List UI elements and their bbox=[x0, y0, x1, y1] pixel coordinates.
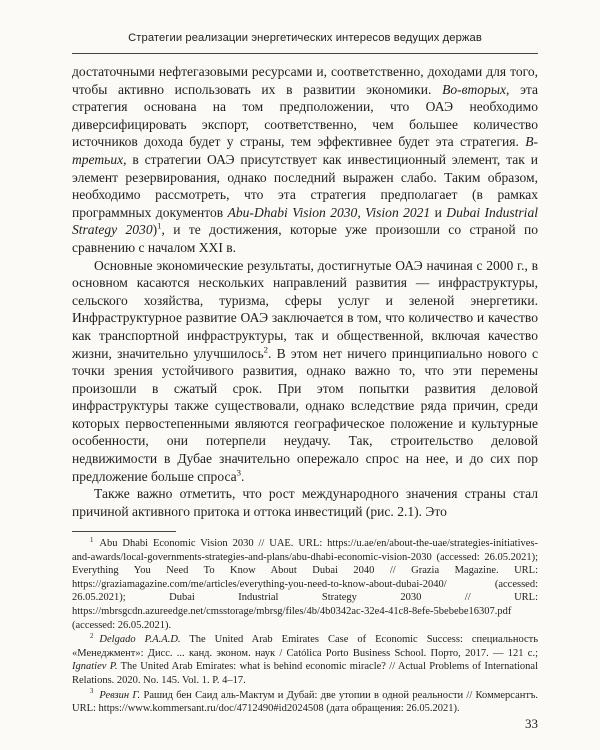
footnote-mark: 2 bbox=[90, 632, 94, 640]
text-run: Также важно отметить, что рост международного значения страны стал причиной активного притока и оттока инвестиций (рис. 2.1). Это bbox=[72, 486, 538, 519]
footnote-text: The United Arab Emirates: what is behind economic miracle? // Actual Problems of International Relations. 2020. No. 145. Vol. 1. P. 4–17. bbox=[72, 661, 539, 686]
italic-run: Abu-Dhabi Vision 2030, Vision 2021 bbox=[227, 204, 431, 220]
italic-run: В-третьих bbox=[72, 134, 538, 167]
footnote-text: The United Arab Emirates Case of Economic Success: специальность «Менеджмент»: Дисс. ... канд. эконом. наук / Católica Porto Business School. Порто, 2017. — 121 с.; bbox=[72, 634, 538, 659]
footnote-mark: 1 bbox=[90, 536, 94, 544]
footnote-author: Ignatiev P. bbox=[72, 661, 118, 673]
text-run: , и те достижения, которые уже произошли со страной по сравнению с началом XXI в. bbox=[72, 222, 538, 255]
footnote-1 bbox=[72, 537, 538, 632]
text-run: . bbox=[241, 468, 245, 484]
footnote-author: Delgado P.A.A.D. bbox=[99, 634, 181, 646]
text-run: Основные экономические результаты, достигнутые ОАЭ начиная с 2000 г., в основном касаются нескольких направлений развития — инфраструктуры, сельского хозяйства, туризма, сферы услуг и зеленой энергетики. Инфраструктурное развитие ОАЭ заключается в том, что количество и качество как транспортной инфраструктуры, так и общественной, включая качество жизни, значительно улучшилось bbox=[72, 257, 538, 361]
running-head: Стратегии реализации энергетических интересов ведущих держав bbox=[128, 32, 482, 44]
italic-run: Dubai Industrial Strategy 2030 bbox=[72, 204, 538, 238]
footnote-2 bbox=[72, 633, 538, 687]
footnote-text: Рашид бен Саид аль-Мактум и Дубай: две утопии в одной реальности // Коммерсантъ. URL: https://www.kommersant.ru/doc/4712490#id2024508 (дата обращения: 26.05.2021). bbox=[72, 689, 538, 715]
footnote-text: Abu Dhabi Economic Vision 2030 // UAE. URL: https://u.ae/en/about-the-uae/strategies-initiatives-and-awards/local-governments-strategies-and-plans/abu-dhabi-economic-vision-2030 (accessed: 26.05.2021); Everything You Need To Know About Dubai 2040 // Grazia Magazine. URL: https://graziamagazine.com/me/articles/everything-you-need-to-know-about-dubai-2040/ (accessed: 26.05.2021); Dubai Industrial Strategy 2030 // URL: https://mbrsgcdn.azureedge.net/cmsstorage/mbrsg/files/4b/4b0342ac-32e4-41c8-8efe-5bebebe16307.pdf (accessed: 26.05.2021). bbox=[72, 538, 538, 631]
italic-run: Во-вторых bbox=[442, 81, 507, 97]
footnote-ref-2[interactable]: 2 bbox=[263, 343, 269, 354]
paragraph-2 bbox=[72, 257, 538, 486]
footnote-rule bbox=[72, 531, 176, 532]
footnotes bbox=[72, 537, 538, 717]
text-run: достаточными нефтегазовыми ресурсами и, соответственно, доходами для того, чтобы активно использовать их в развитии экономики. bbox=[72, 64, 538, 97]
footnote-ref-3[interactable]: 3 bbox=[236, 467, 242, 478]
page-number: 33 bbox=[525, 716, 538, 731]
header-rule bbox=[72, 53, 538, 54]
text-run: и bbox=[430, 204, 447, 220]
footnote-author: Ревзин Г. bbox=[99, 689, 141, 701]
text-run: . В этом нет ничего принципиально нового с точки зрения устойчивого развития, однако важно то, что эти перемены произошли в сжатый срок. При этом попытки развития деловой инфраструктуры также существовали, однако вследствие ряда причин, среди которых первостепенными являются географическое положение и культурные особенности, они потерпели неудачу. Так, строительство деловой недвижимости в Дубае значительно опережало спрос на нее, и до сих пор предложение больше спроса bbox=[72, 345, 538, 484]
footnote-ref-1[interactable]: 1 bbox=[157, 220, 162, 231]
text-run: , эта стратегия основана на том предположении, что ОАЭ необходимо диверсифицировать экспорт, соответственно, чем большее количество источников дохода будет у страны, тем эффективнее будет эта стратегия. bbox=[72, 81, 539, 150]
paragraph-3 bbox=[72, 485, 538, 520]
text-run: ) bbox=[152, 222, 158, 238]
text-run: , в стратегии ОАЭ присутствует как инвестиционный элемент, так и элемент резервирования, однако последний выражен слабо. Таким образом, необходимо рассмотреть, что эта стратегия предполагает (в рамках программных документов bbox=[72, 151, 538, 220]
paragraph-1 bbox=[72, 63, 538, 257]
footnote-3 bbox=[72, 689, 538, 716]
main-text bbox=[72, 63, 538, 520]
footnote-mark: 3 bbox=[90, 688, 94, 696]
